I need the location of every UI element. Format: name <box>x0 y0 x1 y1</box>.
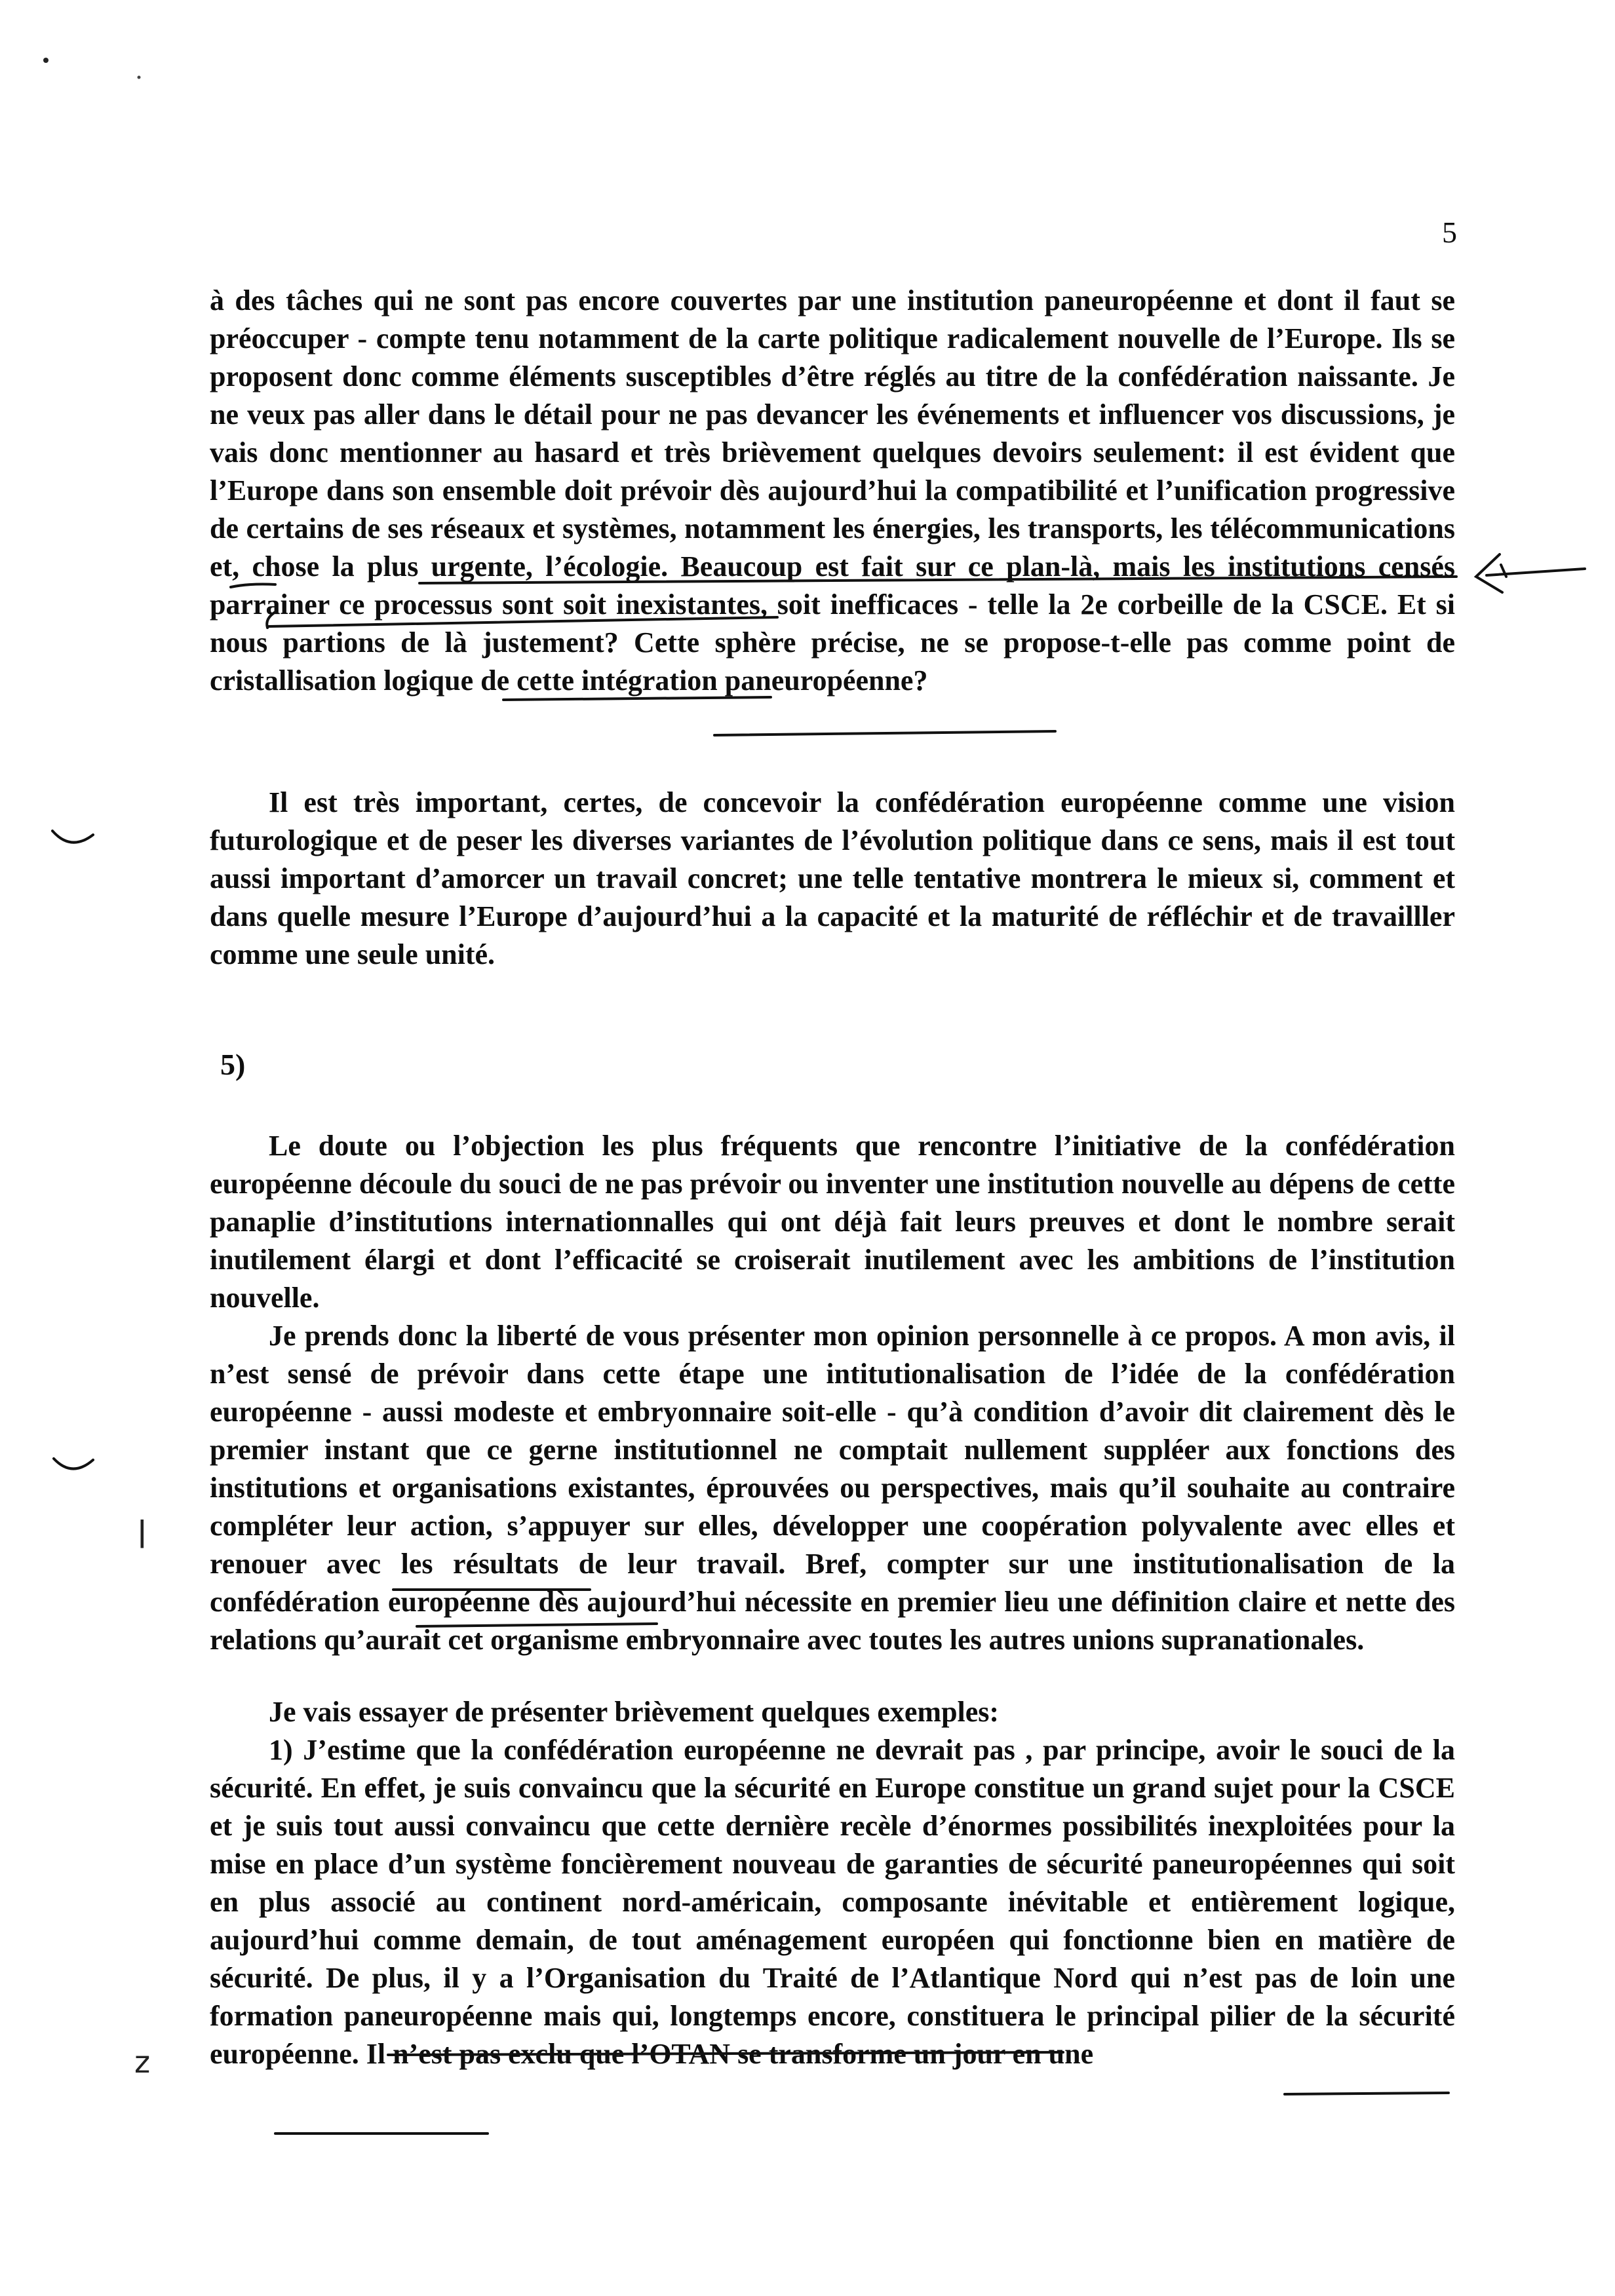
paragraph-1: à des tâches qui ne sont pas encore couvertes par une institution paneuropéenne et dont il faut se préoccuper - compte tenu notamment de la carte politique radicalement nouvelle de l’Europe. Ils se proposent donc comme éléments susceptibles d’être réglés au titre de la confédération naissante. Je ne veux pas aller dans le détail pour ne pas devancer les événements et influencer vos discussions, je vais donc mentionner au hasard et très brièvement quelques devoirs seulement: il est évident que l’Europe dans son ensemble doit prévoir dès aujourd’hui la compatibilité et l’unification progressive de certains de ses réseaux et systèmes, notamment les énergies, les transports, les télécommunications et, chose la plus urgente, l’écologie. Beaucoup est fait sur ce plan-là, mais les institutions censés parrainer ce processus sont soit inexistantes, soit inefficaces - telle la 2e corbeille de la CSCE. Et si nous partions de là justement? Cette sphère précise, ne se propose-t-elle pas comme point de cristallisation logique de cette intégration paneuropéenne? <box>210 284 1455 697</box>
underline-mark <box>714 731 1055 735</box>
margin-check-mark-icon <box>52 831 93 843</box>
margin-check-mark-icon <box>54 1459 93 1469</box>
paragraph-3: Le doute ou l’objection les plus fréquents que rencontre l’initiative de la confédération européenne découle du souci de ne pas prévoir ou inventer une institution nouvelle au dépens de cette panaplie d’institutions internationnalles qui ont déjà fait leurs preuves et dont le nombre serait inutilement élargi et dont l’efficacité se croiserait inutilement avec les ambitions de l’institution nouvelle. <box>210 1130 1455 1314</box>
margin-arrow-icon <box>1476 554 1585 592</box>
text-block-6 <box>210 1731 1455 2073</box>
margin-tick-mark-1: ǀ <box>138 1514 147 1549</box>
text-block-4 <box>210 1317 1455 1659</box>
underline-mark <box>1285 2093 1449 2094</box>
paragraph-5: Je vais essayer de présenter brièvement quelques exemples: <box>269 1696 1000 1728</box>
text-block-3 <box>210 1127 1455 1317</box>
paragraph-4: Je prends donc la liberté de vous présenter mon opinion personnelle à ce propos. A mon avis, il n’est sensé de prévoir dans cette étape une intitutionalisation de l’idée de la confédération européenne - aussi modeste et embryonnaire soit-elle - qu’à condition d’avoir dit clairement dès le premier instant que ce gerne institutionnel ne comptait nullement suppléer aux fonctions des institutions et organisations existantes, éprouvées ou perspectives, mais qu’il souhaite au contraire compléter leur action, s’appuyer sur elles, développer une coopération polyvalente avec elles et renouer avec les résultats de leur travail. Bref, compter sur une institutionalisation de la confédération européenne dès aujourd’hui nécessite en premier lieu une définition claire et nette des relations qu’aurait cet organisme embryonnaire avec toutes les autres unions supranationales. <box>210 1320 1455 1656</box>
scan-speck <box>138 76 141 79</box>
paragraph-2: Il est très important, certes, de concevoir la confédération européenne comme une vision futurologique et de peser les diverses variantes de l’évolution politique dans ce sens, mais il est tout aussi important d’amorcer un travail concret; une telle tentative montrera le mieux si, comment et dans quelle mesure l’Europe d’aujourd’hui a la capacité et la maturité de réfléchir et de travailller comme une seule unité. <box>210 786 1455 970</box>
margin-tick-mark-2: z <box>134 2044 151 2080</box>
scan-speck <box>43 58 49 63</box>
section-label: 5) <box>220 1048 246 1081</box>
paragraph-6: 1) J’estime que la confédération européenne ne devrait pas , par principe, avoir le souci de la sécurité. En effet, je suis convaincu que la sécurité en Europe constitue un grand sujet pour la CSCE et je suis tout aussi convaincu que cette dernière recèle d’énormes possibilités inexploitées pour la mise en place d’un système foncièrement nouveau de garanties de sécurité paneuropéennes qui soit en plus associé au continent nord-américain, composante inévitable et entièrement logique, aujourd’hui comme demain, de tout aménagement européen qui fonctionne bien en matière de sécurité. De plus, il y a l’Organisation du Traité de l’Atlantique Nord qui n’est pas de loin une formation paneuropéenne mais qui, longtemps encore, constituera le principal pilier de la sécurité européenne. Il n’est pas exclu que l’OTAN se transforme un jour en une <box>210 1734 1455 2070</box>
text-block-2 <box>210 784 1455 974</box>
text-block-5 <box>210 1693 1455 1731</box>
text-block-top <box>210 282 1455 700</box>
page-number: 5 <box>1442 216 1457 249</box>
